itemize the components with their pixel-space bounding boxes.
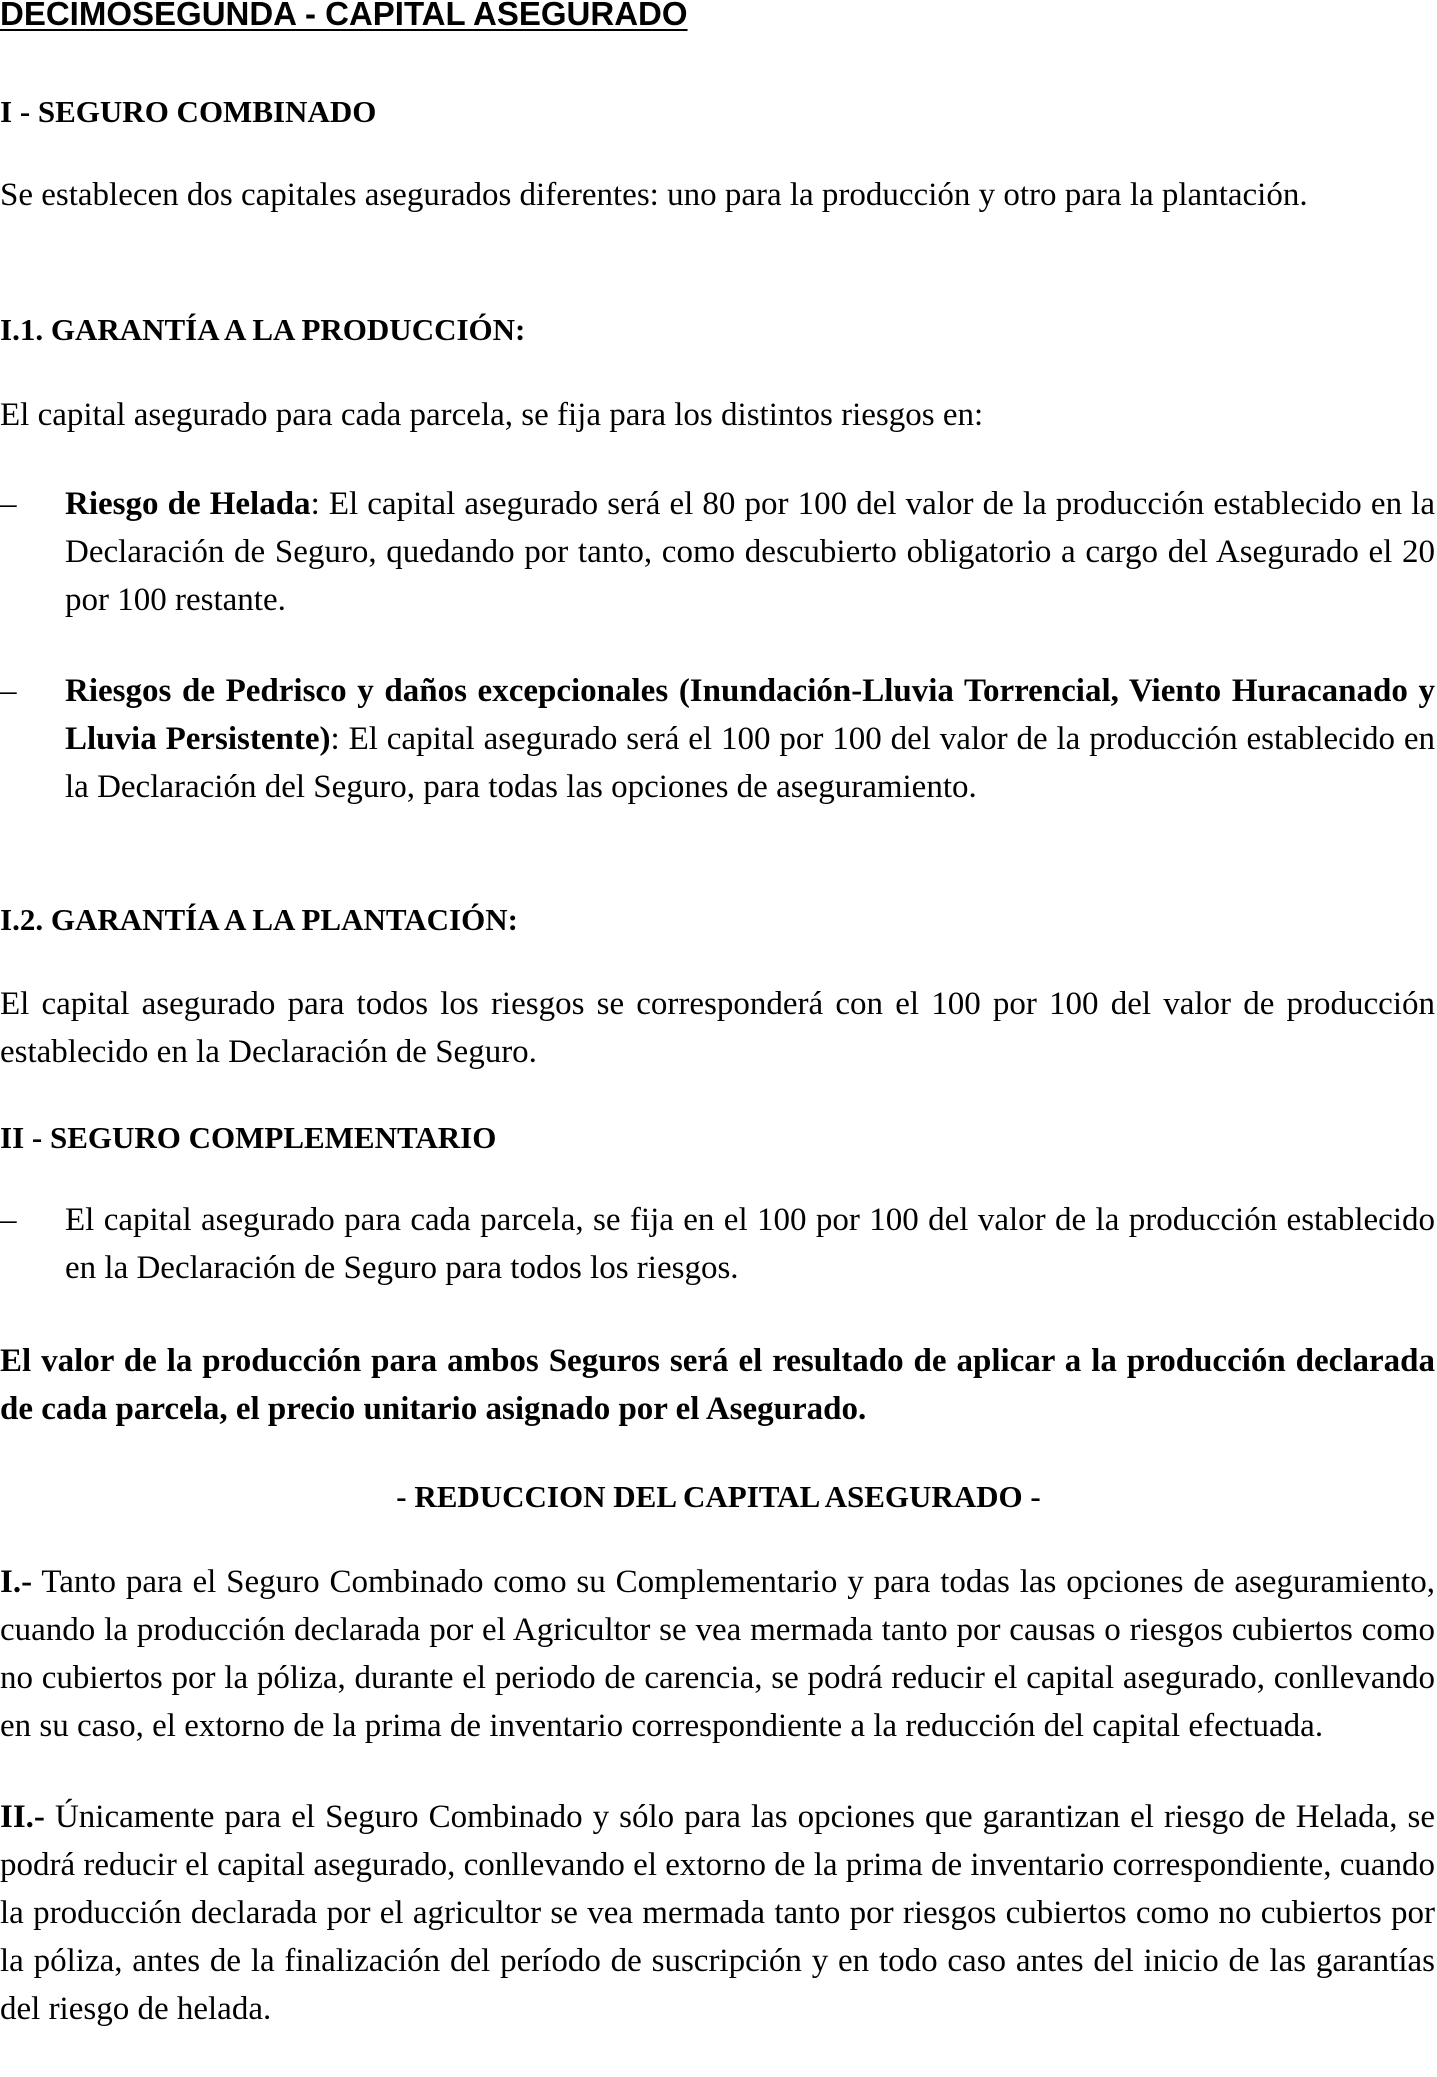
list-item-bold-label: Riesgos de Pedrisco y daños excepcionales (Inundación-Lluvia Torrencial, Viento Huracanado y Lluvia Persistente) — [65, 673, 1435, 757]
subsection-number: I.1. — [0, 312, 44, 347]
dash-bullet: – — [0, 1202, 17, 1238]
paragraph-capital-plantacion: El capital asegurado para todos los riesgos se corresponderá con el 100 por 100 del valor de producción establecido en la Declaración de Seguro. — [0, 986, 1435, 1070]
list-item-bold-label: Riesgo de Helada — [65, 486, 311, 522]
list-item-riesgo-helada — [0, 480, 1435, 624]
paragraph-intro-capitales: Se establecen dos capitales asegurados diferentes: uno para la producción y otro para la plantación. — [0, 177, 1308, 213]
list-item-body: : El capital asegurado será el 100 por 100 del valor de la producción establecido en la Declaración del Seguro, para todas las opciones de aseguramiento. — [65, 721, 1436, 805]
dash-bullet: – — [0, 673, 17, 709]
section-heading-seguro-complementario: II - SEGURO COMPLEMENTARIO — [0, 1120, 497, 1155]
list-item-body: : El capital asegurado será el 80 por 100 del valor de la producción establecido en la Declaración de Seguro, quedando por tanto, como descubierto obligatorio a cargo del Asegurado el 20 por 100 restante. — [65, 486, 1435, 618]
paragraph-body: Tanto para el Seguro Combinado como su Complementario y para todas las opciones de aseguramiento, cuando la producción declarada por el Agricultor se vea mermada tanto por causas o riesgos cubiertos como no cubiertos por la póliza, durante el periodo de carencia, se podrá reducir el capital asegurado, conllevando en su caso, el extorno de la prima de inventario correspondiente a la reducción del capital efectuada. — [0, 1564, 1435, 1744]
list-item-riesgos-pedrisco — [0, 667, 1435, 811]
paragraph-label: II.- — [0, 1799, 45, 1835]
subsection-heading-garantia-produccion — [0, 310, 525, 350]
paragraph-valor-produccion: El valor de la producción para ambos Seguros será el resultado de aplicar a la producción declarada de cada parcela, el precio unitario asignado por el Asegurado. — [0, 1343, 1435, 1427]
subsection-title: GARANTÍA A LA PLANTACIÓN: — [43, 902, 518, 937]
dash-bullet: – — [0, 486, 17, 522]
subsection-heading-garantia-plantacion — [0, 900, 518, 940]
paragraph-label: I.- — [0, 1564, 33, 1600]
section-heading-seguro-combinado: I - SEGURO COMBINADO — [0, 94, 377, 129]
list-item-text — [65, 667, 1435, 811]
list-item-complementario — [0, 1196, 1435, 1292]
page-title: DECIMOSEGUNDA - CAPITAL ASEGURADO — [0, 0, 688, 32]
paragraph-reduccion-2 — [0, 1793, 1435, 2033]
paragraph-body: Únicamente para el Seguro Combinado y sólo para las opciones que garantizan el riesgo de Helada, se podrá reducir el capital asegurado, conllevando el extorno de la prima de inventario correspondiente, cuando la producción declarada por el agricultor se vea mermada tanto por riesgos cubiertos como no cubiertos por la póliza, antes de la finalización del período de suscripción y en todo caso antes del inicio de las garantías del riesgo de helada. — [0, 1799, 1435, 2027]
subsection-number: I.2. — [0, 902, 44, 937]
paragraph-capital-parcela: El capital asegurado para cada parcela, se fija para los distintos riesgos en: — [0, 397, 984, 433]
section-heading-reduccion: - REDUCCION DEL CAPITAL ASEGURADO - — [396, 1479, 1041, 1514]
list-item-text — [65, 480, 1435, 624]
list-item-text: El capital asegurado para cada parcela, se fija en el 100 por 100 del valor de la producción establecido en la Declaración de Seguro para todos los riesgos. — [65, 1202, 1435, 1286]
paragraph-reduccion-1 — [0, 1558, 1435, 1750]
subsection-title: GARANTÍA A LA PRODUCCIÓN: — [43, 312, 526, 347]
